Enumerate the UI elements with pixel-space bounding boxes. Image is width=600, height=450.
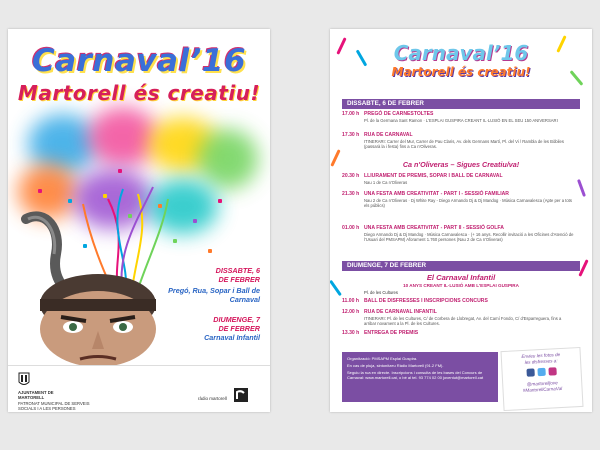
poster-footer (8, 365, 270, 412)
day-2-subtitle: 10 ANYS CREANT IL·LUSIÓ AMB L'ESPLAI GUSPIRA (403, 283, 519, 288)
event-title: PREGÓ DE CARNESTOLTES (364, 111, 434, 117)
paint-splash (88, 107, 158, 167)
poster-desc-2: Carnaval Infantil (204, 333, 260, 342)
confetti (208, 249, 212, 253)
event-desc: Diego Armando Dj & Dj Mandog · Música Carnavalesca · (+ 16 anys. Recollir invitació a les Oficines d'Atenció de l'Usuari del PMSAPM) Aforament 1.760 persones (Nau 2 de Ca n'Oliveras) (364, 232, 574, 243)
confetti (218, 199, 222, 203)
poster-date-2-line2: DE FEBRER (218, 323, 260, 333)
event-desc: Pl. de la Germana Sant Ramon · L'ESPLAI GUSPIRA CREANT IL·LUSIÓ EN EL SEU 150 ANIVERSARI (364, 118, 558, 123)
info-box (342, 352, 498, 402)
note-line: #MartorellCarnaVal (522, 385, 563, 394)
poster-title: Carnaval’16 (31, 43, 247, 79)
poster-date-1-line2: DE FEBRER (218, 274, 260, 284)
event-title: ENTREGA DE PREMIS (364, 330, 419, 336)
social-note (500, 347, 583, 411)
paint-splash (198, 129, 258, 189)
municipal-shield-icon (18, 372, 30, 388)
note-line: Envieu les fotos de (521, 352, 561, 360)
event-title: RUA DE CARNAVAL (364, 132, 413, 138)
program-title: Carnaval’16 (393, 41, 529, 65)
event-3 (342, 174, 580, 190)
poster-subtitle: Martorell és creatiu! (17, 81, 261, 105)
giant-head-illustration (28, 259, 168, 369)
instagram-icon (549, 367, 557, 375)
event-time: 12.00 h (342, 309, 360, 315)
event-time: 20.30 h (342, 173, 360, 179)
event-time: 17.30 h (342, 132, 360, 138)
program-back (330, 29, 592, 412)
day-2-place: Pl. de les Cultures (364, 290, 398, 295)
event-time: 11.00 h (342, 298, 359, 304)
footer-media-logo: ràdio martorell (198, 396, 227, 401)
info-line: Seguiu la rua en directe. Inscripcions i consulta de les bases del Concurs de Carnaval: www.martorell.cat, o bé al tel. 93 774 02 00 joventut@martorell.cat (347, 370, 484, 380)
confetti (118, 169, 122, 173)
twitter-icon (537, 368, 545, 376)
event-title: RUA DE CARNAVAL INFANTIL (364, 309, 437, 315)
event-time: 21.30 h (342, 191, 360, 197)
event-time: 17.00 h (342, 111, 360, 117)
info-line: Organització: PMSAPM Esplai Guspira. (347, 356, 418, 361)
poster-date-2-line1: DIUMENGE, 7 (213, 315, 260, 324)
day-2-header: DIUMENGE, 7 DE FEBRER (342, 261, 580, 271)
poster-date-1 (160, 267, 260, 284)
event-title: LLIURAMENT DE PREMIS, SOPAR I BALL DE CARNAVAL (364, 173, 503, 179)
footer-logo-name: AJUNTAMENT DE MARTORELL (18, 390, 54, 400)
event-title: BALL DE DISFRESSES I INSCRIPCIONS CONCURS (364, 298, 488, 304)
confetti (38, 189, 42, 193)
carnaval-infantil-highlight: El Carnaval Infantil (426, 273, 496, 282)
poster-date-2 (160, 316, 260, 333)
poster-front (8, 29, 270, 412)
event-time: 01.00 h (342, 225, 360, 231)
event-title: UNA FESTA AMB CREATIVITAT - PART II - SESSIÓ GOLFA (364, 225, 504, 231)
event-desc: ITINERARI: Pl. de les Cultures, C/ de Corbera de Llobregat, Av. del Camí Fondo, C/ d'Esparreguera, fins a arribar novament a la Pl. de les Cultures. (364, 316, 562, 327)
poster-date-1-line1: DISSABTE, 6 (215, 266, 260, 275)
note-line: les disfresses a: (524, 358, 558, 365)
ca-noliveras-highlight: Ca n'Oliveras – Sigues Creatiu/va! (402, 160, 520, 169)
event-time: 13.30 h (342, 330, 360, 336)
event-7 (342, 310, 580, 326)
radio-logo-icon (234, 388, 248, 402)
program-subtitle: Martorell és creatiu! (391, 65, 531, 79)
event-desc: Nau 1 de Ca n'Oliveras (364, 180, 408, 185)
facebook-icon (526, 368, 534, 376)
event-4 (342, 192, 580, 220)
poster-desc-1: Pregó, Rua, Sopar i Ball de Carnaval (168, 286, 260, 304)
event-desc: Nau 2 de Ca n'Oliveras · Dj White Ray - Diego Armando Dj & Dj Mandog · Música Carnavalesca (Apte per a tots els públics) (364, 198, 572, 209)
streamer (330, 280, 342, 296)
event-desc: ITINERARI: Carrer del Mur, Carrer de Pau Claris, Av. dels Germans Martí, Pl. del Vi / Rambla de les Bòbiles (passarà la i festa) fins a Ca n'Oliveras. (364, 139, 564, 150)
note-line: @martorelljove (526, 380, 558, 387)
confetti (193, 219, 197, 223)
event-5 (342, 226, 580, 258)
streamer (330, 149, 340, 167)
event-1 (342, 112, 580, 128)
event-6 (342, 299, 580, 307)
event-title: UNA FESTA AMB CREATIVITAT - PART I - SESSIÓ FAMILIAR (364, 191, 509, 197)
event-2 (342, 133, 580, 157)
day-1-header: DISSABTE, 6 DE FEBRER (342, 99, 580, 109)
info-line: En cas de pluja, sintonitzeu Ràdio Martorell (91.2 FM). (347, 363, 444, 368)
event-8 (342, 331, 580, 339)
footer-logo-sub: PATRONAT MUNICIPAL DE SERVEIS SOCIALS I A LES PERSONES (18, 401, 90, 411)
